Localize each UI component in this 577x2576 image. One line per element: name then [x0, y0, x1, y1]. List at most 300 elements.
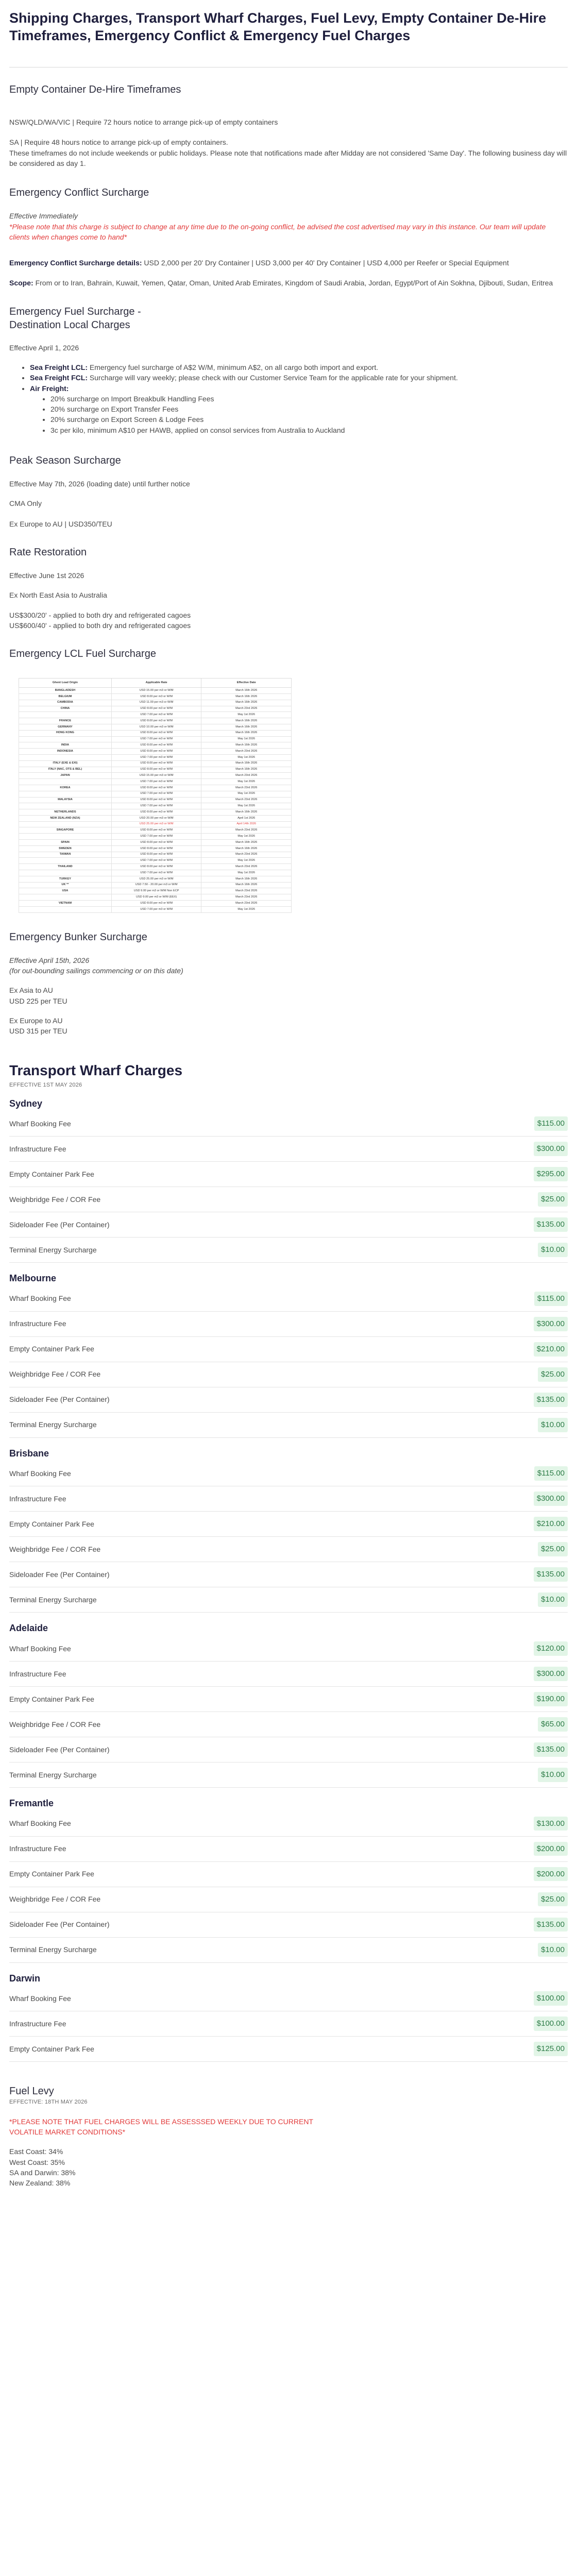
bunker-effective: Effective April 15th, 2026 — [9, 956, 90, 964]
conflict-scope-text: From or to Iran, Bahrain, Kuwait, Yemen, Qatar, Oman, United Arab Emirates, Kingdom of Saudi Arabia, Jordan, Egypt/Port of Ain Sokhna, Djibouti, Sudan, Eritrea — [33, 279, 553, 287]
fee-row — [9, 1413, 568, 1438]
cell-rate: USD 7.00 per m3 or W/M — [111, 712, 201, 718]
cell-date: March 16th 2026 — [201, 724, 292, 730]
table-row — [19, 779, 292, 785]
fee-price-badge: $300.00 — [534, 1667, 568, 1681]
cell-rate: USD 8.00 per m3 or W/M — [111, 693, 201, 700]
fee-price-badge: $25.00 — [538, 1542, 568, 1556]
cell-origin: NEW ZEALAND (NZA) — [19, 815, 112, 821]
cell-rate: USD 7.00 per m3 or W/M — [111, 906, 201, 912]
fuel-levy-rate: East Coast: 34% — [9, 2147, 63, 2156]
table-row — [19, 882, 292, 888]
bunker-line-3: Ex Europe to AU — [9, 1016, 63, 1025]
cell-date: May 1st 2026 — [201, 779, 292, 785]
fee-name: Infrastructure Fee — [9, 1495, 66, 1503]
rate-line-4: US$600/40' - applied to both dry and refrigerated cagoes — [9, 621, 191, 630]
cell-origin: THAILAND — [19, 864, 112, 870]
table-row — [19, 827, 292, 834]
cell-date: March 16th 2026 — [201, 688, 292, 694]
bunker-section — [9, 913, 568, 1037]
fee-row — [9, 1662, 568, 1687]
fee-price-badge: $120.00 — [534, 1641, 568, 1656]
table-row — [19, 767, 292, 773]
cell-rate: USD 8.00 per m3 or W/M — [111, 749, 201, 755]
cell-date: March 16th 2026 — [201, 840, 292, 846]
peak-line-2: CMA Only — [9, 499, 42, 508]
conflict-details — [9, 258, 568, 268]
table-row — [19, 736, 292, 742]
cell-date: March 23rd 2026 — [201, 901, 292, 907]
cell-date: March 23rd 2026 — [201, 888, 292, 894]
table-row — [19, 718, 292, 724]
lcl-fuel-table-body — [19, 688, 292, 912]
cell-origin: FRANCE — [19, 718, 112, 724]
fee-row — [9, 1762, 568, 1788]
cell-origin: JAPAN — [19, 773, 112, 779]
column-header: Effective Date — [201, 679, 292, 688]
cell-date: March 16th 2026 — [201, 742, 292, 749]
rate-line-2: Ex North East Asia to Australia — [9, 591, 107, 600]
cell-origin: SINGAPORE — [19, 827, 112, 834]
table-row — [19, 742, 292, 749]
fee-row — [9, 2037, 568, 2062]
fee-name: Sideloader Fee (Per Container) — [9, 1920, 110, 1929]
wharf-heading: Transport Wharf Charges — [9, 1062, 183, 1079]
location-name: Darwin — [9, 1973, 41, 1984]
cell-rate: USD 7.00 per m3 or W/M — [111, 834, 201, 840]
table-row — [19, 821, 292, 827]
lcl-text: Emergency fuel surcharge of A$2 W/M, minimum A$2, on all cargo both import and export. — [88, 363, 379, 371]
cell-origin: CAMBODIA — [19, 700, 112, 706]
dehire-line-1: NSW/QLD/WA/VIC | Require 72 hours notice to arrange pick-up of empty containers — [9, 118, 278, 127]
table-row — [19, 693, 292, 700]
fee-name: Weighbridge Fee / COR Fee — [9, 1545, 101, 1554]
bunker-effective-note: (for out-bounding sailings commencing or on this date) — [9, 966, 183, 975]
fee-name: Wharf Booking Fee — [9, 1469, 71, 1478]
cell-date: March 23rd 2026 — [201, 706, 292, 712]
page-title: Shipping Charges, Transport Wharf Charges, Fuel Levy, Empty Container De-Hire Timeframes, Emergency Conflict & Emergency Fuel Charges — [9, 10, 547, 44]
fuel-levy-rates — [9, 2146, 568, 2188]
cell-rate: USD 8.00 per m3 or W/M — [111, 706, 201, 712]
wharf-location-adelaide — [9, 1623, 568, 1788]
fee-row — [9, 1362, 568, 1387]
cell-rate: USD 7.50 - 20.00 per m3 or W/M — [111, 882, 201, 888]
bunker-line-4: USD 315 per TEU — [9, 1027, 67, 1036]
cell-date: March 16th 2026 — [201, 809, 292, 816]
cell-rate: USD 7.00 per m3 or W/M — [111, 803, 201, 809]
fee-row — [9, 1562, 568, 1587]
peak-line-1: Effective May 7th, 2026 (loading date) until further notice — [9, 480, 190, 488]
fuel-levy-notice: *PLEASE NOTE THAT FUEL CHARGES WILL BE ASSESSSED WEEKLY DUE TO CURRENT VOLATILE MARKET CONDITIONS* — [9, 2117, 313, 2136]
cell-rate: USD 7.00 per m3 or W/M — [111, 870, 201, 876]
cell-origin: INDIA — [19, 742, 112, 749]
cell-rate: USD 8.00 per m3 or W/M — [111, 785, 201, 791]
fee-name: Terminal Energy Surcharge — [9, 1770, 97, 1779]
dehire-heading: Empty Container De-Hire Timeframes — [9, 84, 181, 96]
fee-name: Empty Container Park Fee — [9, 2044, 94, 2053]
fee-name: Infrastructure Fee — [9, 2019, 66, 2028]
conflict-details-text: USD 2,000 per 20' Dry Container | USD 3,000 per 40' Dry Container | USD 4,000 per Reefer or Special Equipment — [142, 259, 509, 267]
fuel-levy-rate: West Coast: 35% — [9, 2158, 65, 2166]
conflict-details-label: Emergency Conflict Surcharge details: — [9, 259, 142, 267]
table-row — [19, 894, 292, 901]
fee-price-badge: $115.00 — [534, 1292, 568, 1306]
fee-name: Weighbridge Fee / COR Fee — [9, 1895, 101, 1904]
fee-name: Infrastructure Fee — [9, 1844, 66, 1853]
fee-price-badge: $135.00 — [534, 1217, 568, 1232]
wharf-location-melbourne — [9, 1273, 568, 1438]
fee-name: Wharf Booking Fee — [9, 1994, 71, 2003]
table-row — [19, 840, 292, 846]
wharf-location-brisbane — [9, 1448, 568, 1613]
cell-rate: USD 8.00 per m3 or W/M — [111, 901, 201, 907]
fee-row — [9, 1938, 568, 1963]
cell-date: March 23rd 2026 — [201, 894, 292, 901]
cell-origin: INDONESIA — [19, 749, 112, 755]
cell-date: April 14th 2026 — [201, 821, 292, 827]
fee-name: Terminal Energy Surcharge — [9, 1420, 97, 1429]
cell-date: May 1st 2026 — [201, 906, 292, 912]
lcl-fuel-table-wrap — [19, 678, 292, 912]
fee-row — [9, 1636, 568, 1662]
location-name: Melbourne — [9, 1273, 57, 1284]
cell-rate: USD 9.00 per m3 or W/M (EEX) — [111, 894, 201, 901]
fee-price-badge: $190.00 — [534, 1692, 568, 1706]
fee-name: Empty Container Park Fee — [9, 1170, 94, 1178]
cell-rate: USD 15.00 per m3 or W/M — [111, 688, 201, 694]
wharf-effective: EFFECTIVE 1ST MAY 2026 — [9, 1082, 82, 1089]
location-name: Fremantle — [9, 1798, 54, 1808]
fee-name: Sideloader Fee (Per Container) — [9, 1220, 110, 1229]
conflict-heading: Emergency Conflict Surcharge — [9, 187, 149, 199]
fee-row — [9, 1111, 568, 1137]
table-row — [19, 688, 292, 694]
fuel-surcharge-section — [9, 289, 568, 435]
cell-date: April 1st 2026 — [201, 815, 292, 821]
cell-rate: USD 8.00 per m3 or W/M — [111, 852, 201, 858]
cell-origin — [19, 834, 112, 840]
table-row — [19, 706, 292, 712]
cell-date: May 1st 2026 — [201, 791, 292, 797]
cell-origin: NETHERLANDS — [19, 809, 112, 816]
cell-origin: SWEDEN — [19, 845, 112, 852]
cell-rate: USD 8.00 per m3 or W/M — [111, 864, 201, 870]
conflict-scope — [9, 278, 568, 288]
cell-origin: UK ** — [19, 882, 112, 888]
fee-row — [9, 1986, 568, 2011]
cell-origin — [19, 736, 112, 742]
peak-line-3: Ex Europe to AU | USD350/TEU — [9, 519, 112, 528]
table-row — [19, 797, 292, 803]
table-row — [19, 724, 292, 730]
fee-row — [9, 1137, 568, 1162]
cell-date: March 16th 2026 — [201, 845, 292, 852]
table-row — [19, 785, 292, 791]
cell-rate: USD 8.00 per m3 or W/M — [111, 827, 201, 834]
fee-price-badge: $10.00 — [538, 1418, 568, 1432]
fuel-surcharge-effective: Effective April 1, 2026 — [9, 343, 79, 352]
cell-origin: CHINA — [19, 706, 112, 712]
peak-section — [9, 435, 568, 529]
cell-date: March 23rd 2026 — [201, 785, 292, 791]
table-row — [19, 754, 292, 760]
cell-origin: ITALY (EXE & EXI) — [19, 760, 112, 767]
fee-row — [9, 1837, 568, 1862]
list-item — [30, 372, 568, 383]
fee-row — [9, 1337, 568, 1362]
cell-rate: USD 7.00 per m3 or W/M — [111, 754, 201, 760]
wharf-locations — [9, 1098, 568, 2062]
fee-row — [9, 2011, 568, 2037]
table-row — [19, 906, 292, 912]
fee-row — [9, 1912, 568, 1938]
list-item — [30, 362, 568, 372]
table-row — [19, 712, 292, 718]
cell-rate: USD 8.00 per m3 or W/M — [111, 767, 201, 773]
cell-origin — [19, 779, 112, 785]
air-items — [30, 394, 568, 435]
table-row — [19, 760, 292, 767]
fee-name: Sideloader Fee (Per Container) — [9, 1570, 110, 1579]
fee-price-badge: $25.00 — [538, 1192, 568, 1207]
lcl-fuel-section — [9, 631, 568, 912]
cell-origin: BELGIUM — [19, 693, 112, 700]
rate-heading: Rate Restoration — [9, 546, 87, 558]
location-name: Brisbane — [9, 1448, 49, 1459]
fee-price-badge: $10.00 — [538, 1768, 568, 1782]
fee-name: Empty Container Park Fee — [9, 1870, 94, 1878]
fee-price-badge: $10.00 — [538, 1592, 568, 1607]
list-item — [30, 383, 568, 435]
fee-row — [9, 1512, 568, 1537]
fee-price-badge: $10.00 — [538, 1943, 568, 1957]
fee-price-badge: $300.00 — [534, 1142, 568, 1156]
fee-name: Wharf Booking Fee — [9, 1819, 71, 1828]
cell-rate: USD 8.00 per m3 or W/M — [111, 742, 201, 749]
cell-origin: BANGLADESH — [19, 688, 112, 694]
dehire-line-3: These timeframes do not include weekends or public holidays. Please note that notifications made after Midday are not considered 'Same Day'. The following business day will be considered as day 1. — [9, 148, 567, 167]
fuel-levy-rate: SA and Darwin: 38% — [9, 2168, 76, 2177]
fee-row — [9, 1387, 568, 1413]
fuel-levy-section — [9, 2072, 568, 2188]
table-row — [19, 809, 292, 816]
cell-origin: HONG KONG — [19, 730, 112, 736]
fee-row — [9, 1712, 568, 1737]
cell-rate: USD 25.00 per m3 or W/M — [111, 876, 201, 882]
fee-price-badge: $135.00 — [534, 1742, 568, 1757]
cell-origin — [19, 803, 112, 809]
table-row — [19, 815, 292, 821]
conflict-notice: *Please note that this charge is subject to change at any time due to the on-going conflict, be advised the cost advertised may vary in this instance. Our team will update clients when changes come to hand* — [9, 222, 546, 241]
fee-price-badge: $100.00 — [534, 1991, 568, 2006]
wharf-location-darwin — [9, 1973, 568, 2062]
fee-price-badge: $210.00 — [534, 1342, 568, 1357]
location-name: Sydney — [9, 1098, 43, 1109]
cell-origin — [19, 858, 112, 864]
fee-row — [9, 1862, 568, 1887]
cell-origin: TURKEY — [19, 876, 112, 882]
bunker-line-1: Ex Asia to AU — [9, 986, 53, 995]
fee-row — [9, 1187, 568, 1212]
lcl-label: Sea Freight LCL: — [30, 363, 88, 371]
fee-row — [9, 1687, 568, 1712]
fee-name: Weighbridge Fee / COR Fee — [9, 1720, 101, 1728]
fee-name: Weighbridge Fee / COR Fee — [9, 1370, 101, 1379]
table-row — [19, 803, 292, 809]
fee-name: Empty Container Park Fee — [9, 1520, 94, 1529]
rate-section — [9, 529, 568, 631]
fee-price-badge: $300.00 — [534, 1317, 568, 1331]
cell-date: March 23rd 2026 — [201, 852, 292, 858]
fuel-surcharge-heading: Emergency Fuel Surcharge - Destination Local Charges — [9, 306, 141, 331]
cell-origin: MALAYSIA — [19, 797, 112, 803]
fee-row — [9, 1887, 568, 1912]
table-row — [19, 700, 292, 706]
cell-origin — [19, 894, 112, 901]
cell-origin — [19, 791, 112, 797]
fee-name: Wharf Booking Fee — [9, 1644, 71, 1653]
cell-rate: USD 8.00 per m3 or W/M — [111, 760, 201, 767]
cell-date: March 23rd 2026 — [201, 773, 292, 779]
fee-name: Empty Container Park Fee — [9, 1694, 94, 1703]
table-row — [19, 864, 292, 870]
cell-origin: USA — [19, 888, 112, 894]
cell-date: May 1st 2026 — [201, 834, 292, 840]
conflict-effective: Effective Immediately — [9, 212, 78, 221]
list-item: • 3c per kilo, minimum A$10 per HAWB, applied on consol services from Australia to Auckland — [50, 425, 568, 435]
fee-row — [9, 1537, 568, 1562]
cell-rate: USD 15.00 per m3 or W/M — [111, 773, 201, 779]
cell-date: March 16th 2026 — [201, 693, 292, 700]
column-header: Ghent Load Origin — [19, 679, 112, 688]
bunker-heading: Emergency Bunker Surcharge — [9, 931, 147, 943]
fee-row — [9, 1811, 568, 1837]
location-name: Adelaide — [9, 1623, 48, 1634]
dehire-line-2: SA | Require 48 hours notice to arrange pick-up of empty containers. — [9, 138, 228, 147]
fcl-label: Sea Freight FCL: — [30, 374, 88, 382]
fee-price-badge: $135.00 — [534, 1918, 568, 1932]
cell-origin — [19, 712, 112, 718]
wharf-location-fremantle — [9, 1798, 568, 1963]
fee-price-badge: $65.00 — [538, 1717, 568, 1732]
cell-rate: USD 20.00 per m3 or W/M — [111, 815, 201, 821]
table-header-row — [19, 679, 292, 688]
cell-date: March 23rd 2026 — [201, 749, 292, 755]
cell-origin: KOREA — [19, 785, 112, 791]
fuel-surcharge-list — [9, 362, 568, 435]
table-row — [19, 870, 292, 876]
cell-date: March 16th 2026 — [201, 876, 292, 882]
fee-price-badge: $210.00 — [534, 1517, 568, 1531]
cell-rate: USD 8.00 per m3 or W/M — [111, 718, 201, 724]
fee-name: Terminal Energy Surcharge — [9, 1945, 97, 1954]
fee-price-badge: $130.00 — [534, 1817, 568, 1831]
cell-rate: USD 8.00 per m3 or W/M — [111, 730, 201, 736]
table-row — [19, 888, 292, 894]
cell-date: May 1st 2026 — [201, 858, 292, 864]
fee-price-badge: $115.00 — [534, 1466, 568, 1481]
fee-price-badge: $25.00 — [538, 1367, 568, 1382]
cell-date: March 16th 2026 — [201, 760, 292, 767]
fee-price-badge: $125.00 — [534, 2042, 568, 2056]
table-row — [19, 834, 292, 840]
table-row — [19, 773, 292, 779]
rate-line-1: Effective June 1st 2026 — [9, 571, 84, 580]
fee-price-badge: $295.00 — [534, 1167, 568, 1181]
table-row — [19, 858, 292, 864]
table-row — [19, 749, 292, 755]
cell-date: March 16th 2026 — [201, 882, 292, 888]
air-label: Air Freight: — [30, 384, 69, 393]
cell-date: May 1st 2026 — [201, 754, 292, 760]
fuel-levy-effective: EFFECTIVE: 18TH MAY 2026 — [9, 2099, 88, 2106]
cell-origin: TAIWAN — [19, 852, 112, 858]
table-row — [19, 730, 292, 736]
conflict-scope-label: Scope: — [9, 279, 33, 287]
cell-rate: USD 7.00 per m3 or W/M — [111, 791, 201, 797]
cell-rate: USD 10.00 per m3 or W/M — [111, 724, 201, 730]
list-item: • 20% surcharge on Import Breakbulk Handling Fees — [50, 394, 568, 404]
fee-row — [9, 1737, 568, 1762]
wharf-location-sydney — [9, 1098, 568, 1263]
fee-name: Infrastructure Fee — [9, 1669, 66, 1678]
list-item: • 20% surcharge on Export Transfer Fees — [50, 404, 568, 414]
fee-price-badge: $200.00 — [534, 1842, 568, 1856]
cell-date: May 1st 2026 — [201, 803, 292, 809]
fee-price-badge: $25.00 — [538, 1892, 568, 1907]
list-item: • 20% surcharge on Export Screen & Lodge Fees — [50, 414, 568, 425]
cell-date: May 1st 2026 — [201, 736, 292, 742]
fee-price-badge: $300.00 — [534, 1492, 568, 1506]
fee-name: Weighbridge Fee / COR Fee — [9, 1195, 101, 1204]
cell-date: March 23rd 2026 — [201, 827, 292, 834]
cell-date: March 16th 2026 — [201, 730, 292, 736]
fee-row — [9, 1486, 568, 1512]
table-row — [19, 791, 292, 797]
bunker-line-2: USD 225 per TEU — [9, 996, 67, 1005]
cell-rate: USD 9.00 per m3 or W/M Non ECP — [111, 888, 201, 894]
wharf-section — [9, 1036, 568, 2062]
fee-price-badge: $200.00 — [534, 1867, 568, 1882]
cell-rate: USD 7.00 per m3 or W/M — [111, 779, 201, 785]
lcl-fuel-table — [19, 678, 292, 912]
cell-origin: ITALY (NAC, OTS & BEL) — [19, 767, 112, 773]
column-header: Applicable Rate — [111, 679, 201, 688]
fee-price-badge: $115.00 — [534, 1116, 568, 1131]
fee-name: Wharf Booking Fee — [9, 1294, 71, 1303]
fee-price-badge: $10.00 — [538, 1243, 568, 1257]
cell-date: March 23rd 2026 — [201, 864, 292, 870]
fee-row — [9, 1212, 568, 1238]
fee-row — [9, 1238, 568, 1263]
conflict-section — [9, 168, 568, 288]
cell-date: March 23rd 2026 — [201, 797, 292, 803]
table-row — [19, 845, 292, 852]
peak-heading: Peak Season Surcharge — [9, 455, 121, 467]
fee-name: Sideloader Fee (Per Container) — [9, 1745, 110, 1754]
rate-line-3: US$300/20' - applied to both dry and refrigerated cagoes — [9, 611, 191, 619]
cell-origin — [19, 906, 112, 912]
table-row — [19, 852, 292, 858]
fee-row — [9, 1286, 568, 1312]
fee-row — [9, 1162, 568, 1187]
fee-name: Infrastructure Fee — [9, 1319, 66, 1328]
cell-origin — [19, 754, 112, 760]
fee-row — [9, 1461, 568, 1486]
fee-name: Wharf Booking Fee — [9, 1119, 71, 1128]
cell-rate: USD 25.00 per m3 or W/M — [111, 821, 201, 827]
fee-name: Terminal Energy Surcharge — [9, 1245, 97, 1254]
